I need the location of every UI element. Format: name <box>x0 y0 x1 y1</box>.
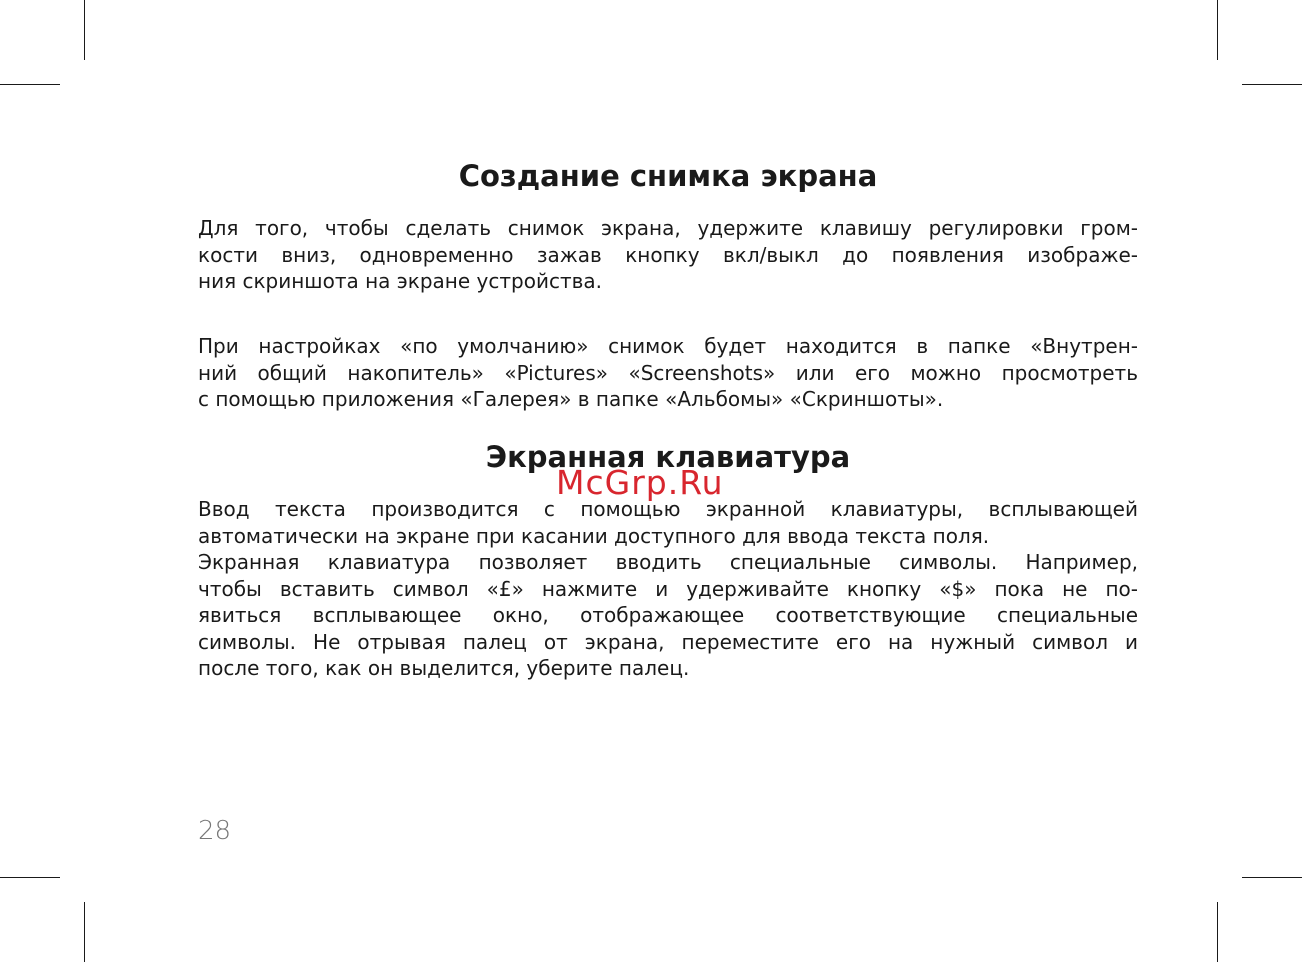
section-title-keyboard: Экранная клавиатура <box>485 440 851 474</box>
text-line: кости вниз, одновременно зажав кнопку вкл/выкл до появления изображе- <box>198 242 1138 267</box>
text-line: Для того, чтобы сделать снимок экрана, удержите клавишу регулировки гром- <box>198 216 1138 240</box>
section-title-screenshot: Создание снимка экрана <box>458 159 878 193</box>
text-line: чтобы вставить символ «£» нажмите и удерживайте кнопку «$» пока не по- <box>198 576 1138 601</box>
crop-mark-bottom-right-vertical <box>1217 902 1218 962</box>
page-number: 28 <box>198 816 232 846</box>
crop-mark-bottom-left-vertical <box>84 902 85 962</box>
text-line: явиться всплывающее окно, отображающее соответствующие специальные <box>198 603 1138 627</box>
text-line: При настройках «по умолчанию» снимок будет находится в папке «Внутрен- <box>198 334 1138 358</box>
crop-mark-bottom-right-horizontal <box>1242 877 1302 878</box>
text-line: Экранная клавиатура позволяет вводить специальные символы. Например, <box>198 550 1138 574</box>
paragraph-screenshot-instructions <box>198 215 1138 295</box>
text-line: автоматически на экране при касании доступного для ввода текста поля. <box>198 523 990 548</box>
paragraph-keyboard-description <box>198 496 1138 682</box>
text-line: ния скриншота на экране устройства. <box>198 269 603 293</box>
text-line: ний общий накопитель» «Pictures» «Screenshots» или его можно просмотреть <box>198 360 1138 385</box>
text-line: после того, как он выделится, уберите палец. <box>198 656 690 680</box>
crop-mark-top-left-vertical <box>84 0 85 60</box>
crop-mark-top-right-horizontal <box>1242 84 1302 85</box>
crop-mark-top-right-vertical <box>1217 0 1218 60</box>
text-line: Ввод текста производится с помощью экранной клавиатуры, всплывающей <box>198 497 1138 521</box>
crop-mark-bottom-left-horizontal <box>0 877 60 878</box>
text-line: символы. Не отрывая палец от экрана, переместите его на нужный символ и <box>198 629 1138 654</box>
crop-mark-top-left-horizontal <box>0 84 60 85</box>
watermark: McGrp.Ru <box>556 463 724 502</box>
paragraph-screenshot-location <box>198 333 1138 413</box>
text-line: с помощью приложения «Галерея» в папке «Альбомы» «Скриншоты». <box>198 387 944 411</box>
